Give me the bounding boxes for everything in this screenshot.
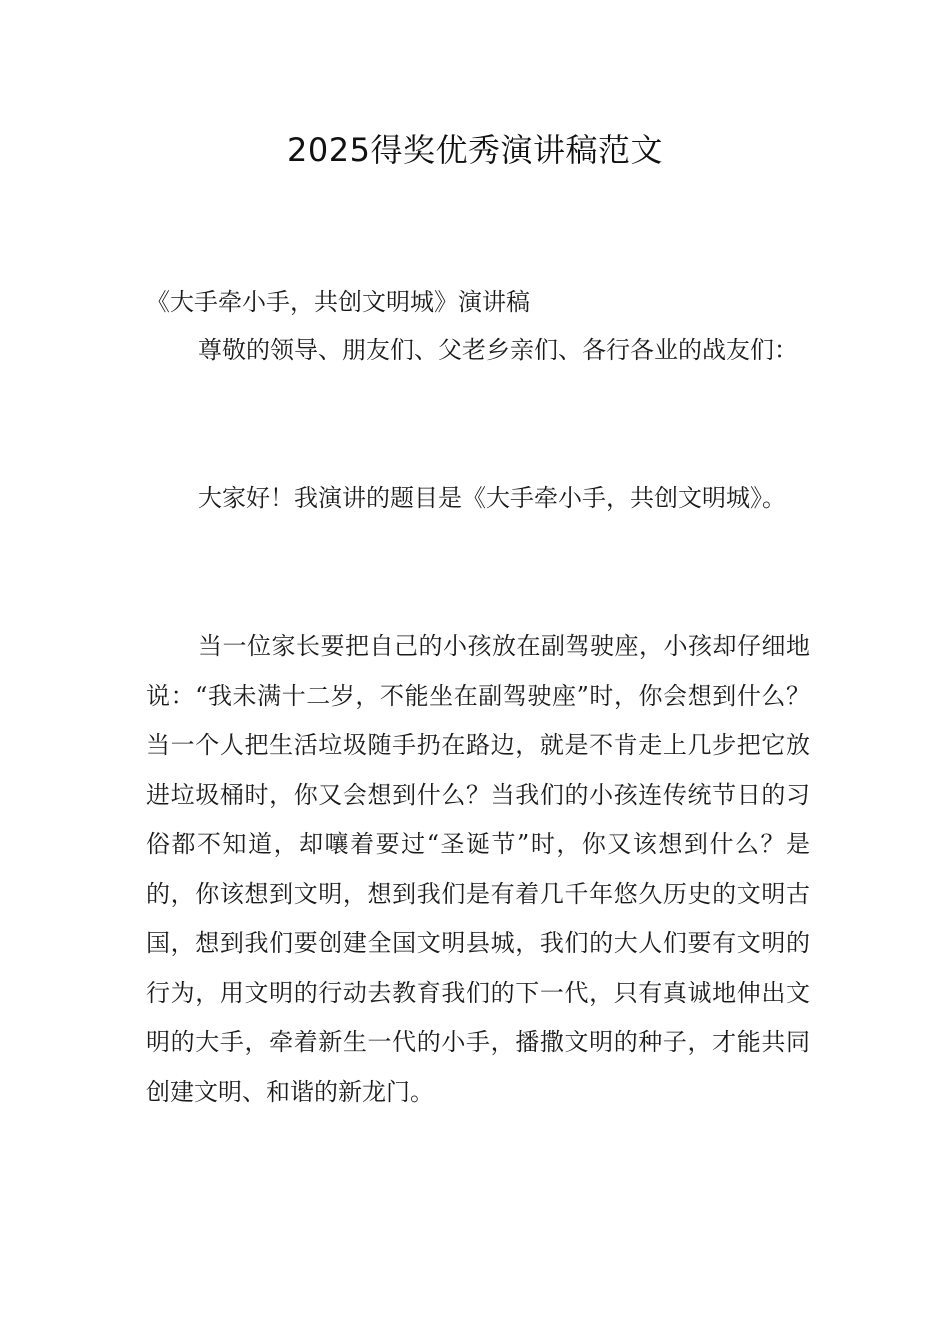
opening-paragraph: 大家好！我演讲的题目是《大手牵小手，共创文明城》。 <box>198 484 786 512</box>
greeting-paragraph: 尊敬的领导、朋友们、父老乡亲们、各行各业的战友们： <box>198 336 798 364</box>
body-paragraph: 当一位家长要把自己的小孩放在副驾驶座，小孩却仔细地说：“我未满十二岁，不能坐在副驾驶座”时，你会想到什么？当一个人把生活垃圾随手扔在路边，就是不肯走上几步把它放进垃圾桶时，你又会想到什么？当我们的小孩连传统节日的习俗都不知道，却嚷着要过“圣诞节”时，你又该想到什么？是的，你该想到文明，想到我们是有着几千年悠久历史的文明古国，想到我们要创建全国文明县城，我们的大人们要有文明的行为，用文明的行动去教育我们的下一代，只有真诚地伸出文明的大手，牵着新生一代的小手，播撒文明的种子，才能共同创建文明、和谐的新龙门。 <box>146 632 810 1106</box>
document-title: 2025得奖优秀演讲稿范文 <box>287 131 663 169</box>
speech-title: 《大手牵小手，共创文明城》演讲稿 <box>146 288 530 316</box>
